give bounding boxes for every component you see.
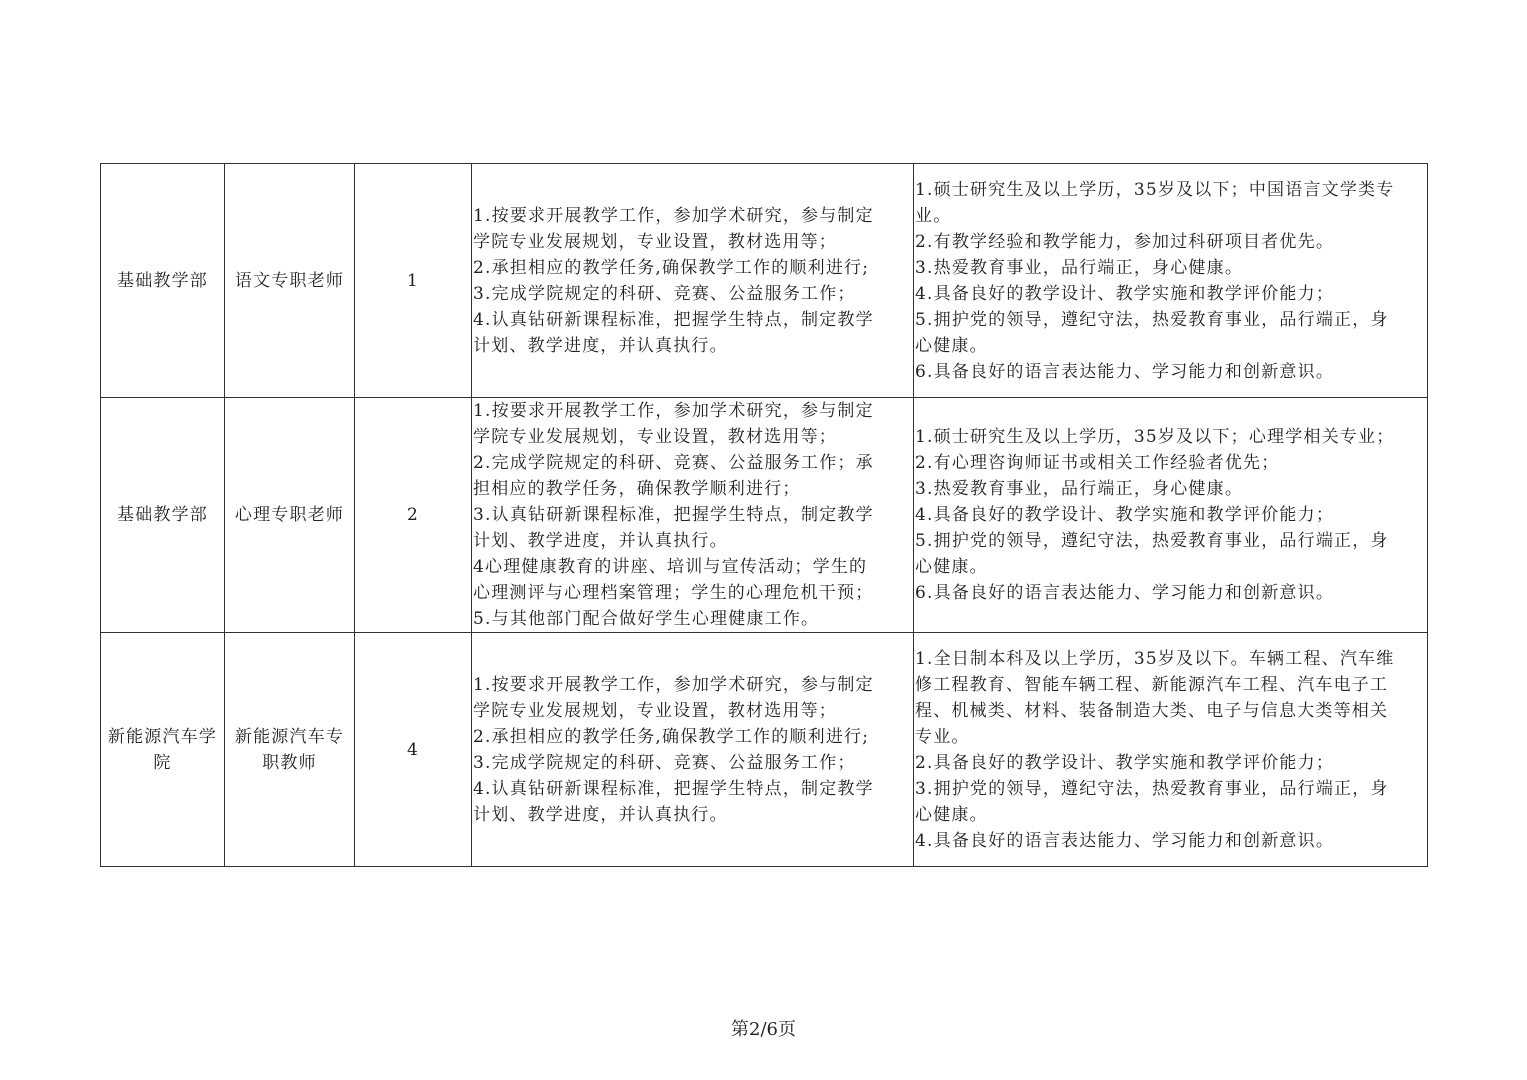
duty-line: 2.完成学院规定的科研、竞赛、公益服务工作；承 <box>473 453 874 473</box>
requirement-line: 1.硕士研究生及以上学历，35岁及以下；中国语言文学类专 <box>915 179 1395 200</box>
duty-line: 3.完成学院规定的科研、竞赛、公益服务工作； <box>473 283 856 304</box>
duty-line: 1.按要求开展教学工作，参加学术研究，参与制定 <box>473 401 874 421</box>
requirement-line: 5.拥护党的领导，遵纪守法，热爱教育事业，品行端正，身 <box>915 531 1389 551</box>
requirement-line: 程、机械类、材料、装备制造大类、电子与信息大类等相关 <box>915 700 1389 721</box>
duty-line: 4心理健康教育的讲座、培训与宣传活动；学生的 <box>473 557 868 577</box>
requirement-line: 4.具备良好的教学设计、教学实施和教学评价能力； <box>915 505 1335 525</box>
duty-line: 4.认真钻研新课程标准，把握学生特点，制定教学 <box>473 778 874 799</box>
position-cell <box>225 633 355 867</box>
requirement-line: 3.热爱教育事业，品行端正，身心健康。 <box>915 257 1244 278</box>
requirement-line: 2.有教学经验和教学能力，参加过科研项目者优先。 <box>915 231 1335 252</box>
duty-line: 心理测评与心理档案管理；学生的心理危机干预； <box>473 583 874 603</box>
duty-line: 计划、教学进度，并认真执行。 <box>473 335 728 356</box>
table-row <box>101 633 1428 867</box>
requirement-line: 心健康。 <box>915 557 988 577</box>
duty-line: 1.按要求开展教学工作，参加学术研究，参与制定 <box>473 674 874 695</box>
department-cell: 基础教学部 <box>101 398 225 633</box>
table-row <box>101 164 1428 398</box>
table-row <box>101 398 1428 633</box>
requirement-line: 1.全日制本科及以上学历，35岁及以下。车辆工程、汽车维 <box>915 648 1395 669</box>
duties-cell <box>472 164 914 398</box>
duty-line: 学院专业发展规划，专业设置，教材选用等； <box>473 427 837 447</box>
requirement-line: 心健康。 <box>915 804 988 825</box>
table-body <box>101 164 1428 867</box>
requirement-line: 业。 <box>915 205 952 226</box>
duty-line: 4.认真钻研新课程标准，把握学生特点，制定教学 <box>473 309 874 330</box>
position-line: 心理专职老师 <box>234 505 345 525</box>
duty-line: 1.按要求开展教学工作，参加学术研究，参与制定 <box>473 205 874 226</box>
position-line: 新能源汽车专 <box>234 726 345 747</box>
position-line: 语文专职老师 <box>234 270 345 291</box>
duties-cell <box>472 633 914 867</box>
department-cell: 基础教学部 <box>101 164 225 398</box>
position-cell <box>225 398 355 633</box>
requirement-line: 6.具备良好的语言表达能力、学习能力和创新意识。 <box>915 583 1335 603</box>
headcount-cell: 2 <box>355 398 472 633</box>
requirements-cell <box>914 164 1428 398</box>
requirement-line: 4.具备良好的教学设计、教学实施和教学评价能力； <box>915 283 1335 304</box>
requirement-line: 心健康。 <box>915 335 988 356</box>
duty-line: 3.认真钻研新课程标准，把握学生特点，制定教学 <box>473 505 874 525</box>
duty-line: 学院专业发展规划，专业设置，教材选用等； <box>473 700 837 721</box>
requirements-cell <box>914 398 1428 633</box>
requirement-line: 修工程教育、智能车辆工程、新能源汽车工程、汽车电子工 <box>915 674 1389 695</box>
requirement-line: 5.拥护党的领导，遵纪守法，热爱教育事业，品行端正，身 <box>915 309 1389 330</box>
headcount-cell: 1 <box>355 164 472 398</box>
requirement-line: 3.热爱教育事业，品行端正，身心健康。 <box>915 479 1244 499</box>
department-cell: 新能源汽车学院 <box>101 633 225 867</box>
duty-line: 2.承担相应的教学任务,确保教学工作的顺利进行; <box>473 726 870 747</box>
duties-cell <box>472 398 914 633</box>
duty-line: 担相应的教学任务，确保教学顺利进行； <box>473 479 801 499</box>
duty-line: 计划、教学进度，并认真执行。 <box>473 531 728 551</box>
page-number: 第2/6页 <box>731 1019 796 1040</box>
recruitment-table <box>100 163 1428 867</box>
requirement-line: 1.硕士研究生及以上学历，35岁及以下；心理学相关专业； <box>915 427 1395 447</box>
position-cell <box>225 164 355 398</box>
requirement-line: 6.具备良好的语言表达能力、学习能力和创新意识。 <box>915 361 1335 382</box>
requirement-line: 3.拥护党的领导，遵纪守法，热爱教育事业，品行端正，身 <box>915 778 1389 799</box>
requirement-line: 2.有心理咨询师证书或相关工作经验者优先； <box>915 453 1280 473</box>
duty-line: 学院专业发展规划，专业设置，教材选用等； <box>473 231 837 252</box>
requirement-line: 4.具备良好的语言表达能力、学习能力和创新意识。 <box>915 830 1335 851</box>
requirement-line: 专业。 <box>915 726 970 747</box>
duty-line: 3.完成学院规定的科研、竞赛、公益服务工作； <box>473 752 856 773</box>
duty-line: 5.与其他部门配合做好学生心理健康工作。 <box>473 609 820 629</box>
duty-line: 计划、教学进度，并认真执行。 <box>473 804 728 825</box>
position-line: 职教师 <box>262 752 317 773</box>
requirements-cell <box>914 633 1428 867</box>
requirement-line: 2.具备良好的教学设计、教学实施和教学评价能力； <box>915 752 1335 773</box>
headcount-cell: 4 <box>355 633 472 867</box>
duty-line: 2.承担相应的教学任务,确保教学工作的顺利进行; <box>473 257 870 278</box>
